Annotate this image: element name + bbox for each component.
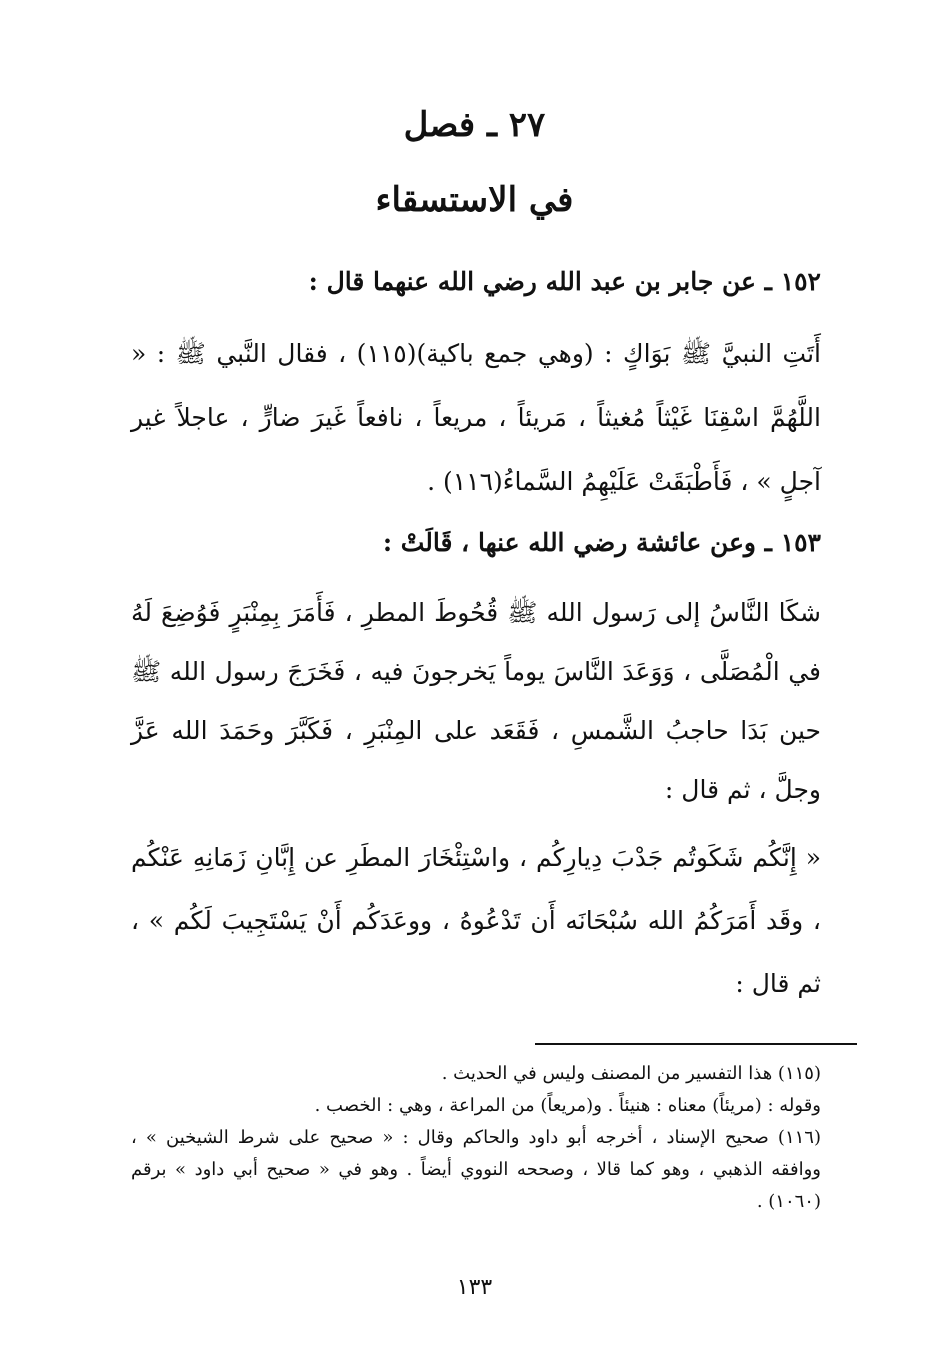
hadith-153-text: شكَا النَّاسُ إلى رَسول الله ﷺ قُحُوطَ المطرِ ، فَأَمَرَ بِمِنْبَرٍ فَوُضِعَ لَهُ في الْمُصَلَّى ، وَوَعَدَ النَّاسَ يوماً يَخرجونَ فيه ، فَخَرَجَ رسول الله ﷺ حين بَدَا حاجبُ الشَّمسِ ، فَقَعَد على المِنْبَرِ ، فَكَبَّرَ وحَمَدَ الله عَزَّ وجلَّ ، ثم قال : bbox=[131, 598, 821, 804]
footnotes-section bbox=[131, 1058, 821, 1218]
chapter-subtitle: في الاستسقاء bbox=[375, 180, 574, 220]
hadith-153-quote: « إِنَّكُم شَكَوتُم جَدْبَ دِيارِكُم ، واسْتِئْخَارَ المطَرِ عن إِبَّانِ زَمَانِهِ عَنْكُم ، وقَد أَمَرَكُمُ الله سُبْحَانَه أَن تَدْعُوهُ ، ووعَدَكُم أَنْ يَسْتَجِيبَ لَكُم » ، ثم قال : bbox=[131, 843, 821, 998]
hadith-153-intro: ١٥٣ ـ وعن عائشة رضي الله عنها ، قَالَتْ : bbox=[382, 528, 821, 557]
footnote-115: (١١٥) هذا التفسير من المصنف وليس في الحديث . bbox=[441, 1063, 821, 1084]
page-number: ١٣٣ bbox=[456, 1275, 493, 1300]
footnote-116: (١١٦) صحيح الإسناد ، أخرجه أبو داود والحاكم وقال : « صحيح على شرط الشيخين » ، ووافقه الذهبي ، وهو كما قالا ، وصححه النووي أيضاً . وهو في « صحيح أبي داود » برقم (١٠٦٠) . bbox=[131, 1127, 821, 1212]
footnote-115-note: وقوله : (مريئاً) معناه : هنيئاً . و(مريعاً) من المراعة ، وهي : الخصب . bbox=[314, 1095, 821, 1116]
hadith-152-intro: ١٥٢ ـ عن جابر بن عبد الله رضي الله عنهما قال : bbox=[308, 267, 821, 296]
chapter-title: ٢٧ ـ فصل bbox=[403, 105, 546, 145]
footnote-divider bbox=[535, 1043, 857, 1045]
hadith-152-text: أَتَتِ النبيَّ ﷺ بَوَاكٍ : (وهي جمع باكية)(١١٥) ، فقال النَّبي ﷺ : « اللَّهُمَّ اسْقِنَا غَيْثاً مُغيثاً ، مَريئاً ، مريعاً ، نافعاً غَيرَ ضارٍّ ، عاجلاً غير آجلٍ » ، فَأَطْبَقَتْ عَلَيْهِمُ السَّماءُ(١١٦) . bbox=[131, 339, 822, 496]
